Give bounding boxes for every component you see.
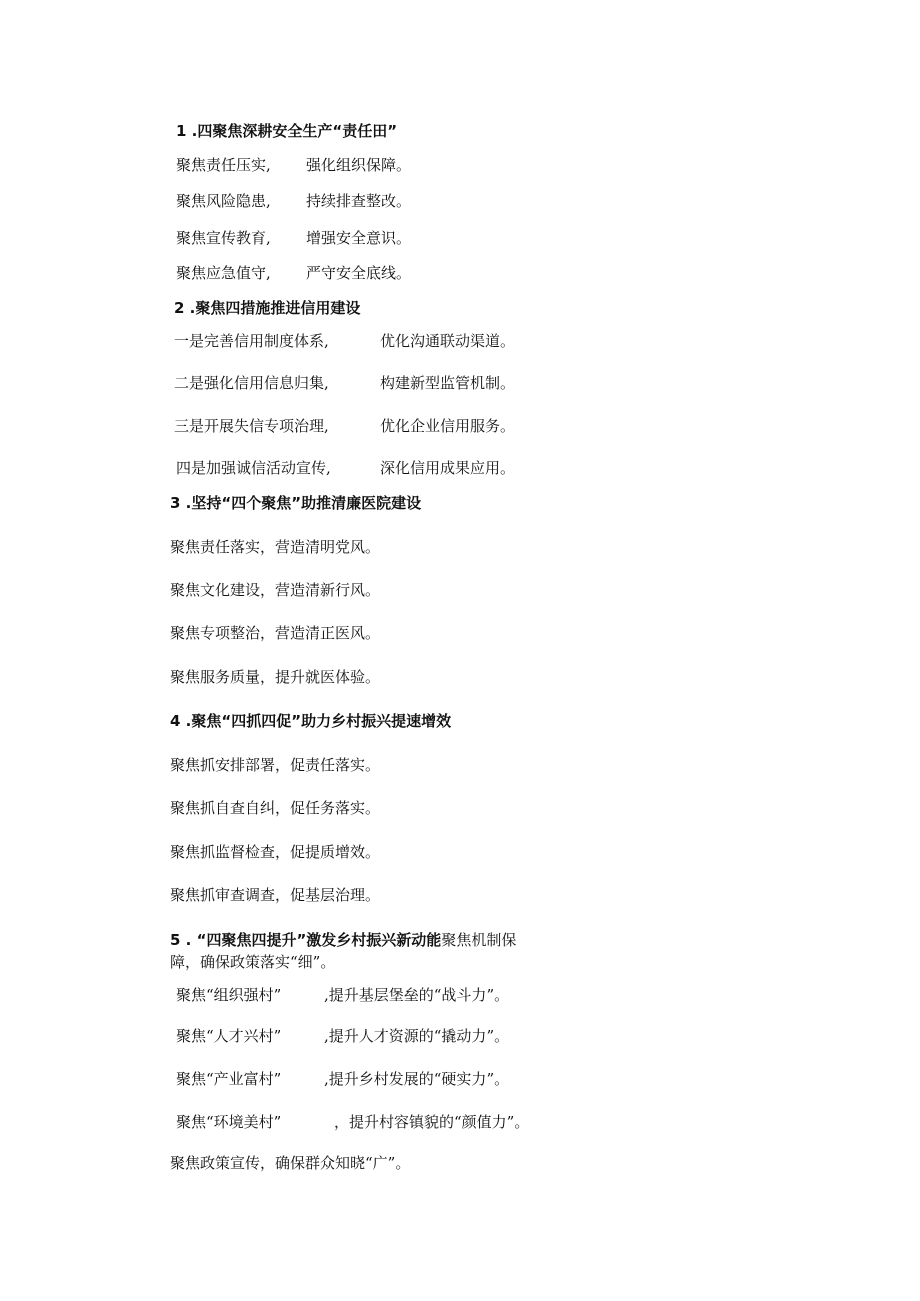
item-tail: 构建新型监管机制。	[380, 374, 516, 392]
section-5-item	[176, 985, 509, 1005]
section-4-item: 聚焦抓监督检查，促提质增效。	[170, 843, 381, 861]
item-lead: 聚焦责任压实,	[176, 156, 271, 174]
item-lead: 聚焦应急值守,	[176, 264, 271, 282]
item-tail: 深化信用成果应用。	[380, 459, 516, 477]
section-5-heading: 5 . “四聚焦四提升”激发乡村振兴新动能	[170, 931, 442, 949]
item-tail: ，提升村容镇貌的“颜值力”。	[334, 1113, 530, 1131]
section-1-item	[176, 263, 411, 283]
section-2-item	[176, 458, 515, 478]
section-1-heading: 1 .四聚焦深耕安全生产“责任田”	[176, 122, 398, 140]
item-lead: 聚焦“环境美村”	[176, 1113, 282, 1131]
item-tail: 强化组织保障。	[306, 156, 412, 174]
section-4-item: 聚焦抓自查自纠，促任务落实。	[170, 799, 381, 817]
item-lead: 聚焦“组织强村”	[176, 986, 282, 1004]
section-2-item	[174, 416, 515, 436]
section-1-item	[176, 155, 411, 175]
item-tail: 增强安全意识。	[306, 229, 412, 247]
item-lead: 三是开展失信专项治理,	[174, 417, 329, 435]
item-tail: 优化沟通联动渠道。	[380, 332, 516, 350]
section-1-item	[176, 228, 411, 248]
section-5-item	[176, 1069, 509, 1089]
item-tail: ,提升基层堡垒的“战斗力”。	[324, 986, 510, 1004]
item-tail: 优化企业信用服务。	[380, 417, 516, 435]
item-lead: 一是完善信用制度体系,	[174, 332, 329, 350]
section-5-heading-tail: 聚焦机制保	[441, 931, 517, 949]
item-lead: 聚焦风险隐患,	[176, 192, 271, 210]
item-lead: 聚焦“人才兴村”	[176, 1027, 282, 1045]
item-lead: 二是强化信用信息归集,	[174, 374, 329, 392]
section-2-item	[174, 331, 515, 351]
item-tail: 持续排查整改。	[306, 192, 412, 210]
section-3-item: 聚焦责任落实，营造清明党风。	[170, 538, 381, 556]
section-4-heading: 4 .聚焦“四抓四促”助力乡村振兴提速增效	[170, 712, 452, 730]
section-5-item	[176, 1026, 509, 1046]
section-3-item: 聚焦服务质量，提升就医体验。	[170, 668, 381, 686]
section-3-item: 聚焦专项整治，营造清正医风。	[170, 624, 381, 642]
section-4-item: 聚焦抓审查调查，促基层治理。	[170, 886, 381, 904]
section-4-item: 聚焦抓安排部署，促责任落实。	[170, 756, 381, 774]
item-lead: 聚焦“产业富村”	[176, 1070, 282, 1088]
item-tail: 严守安全底线。	[306, 264, 412, 282]
item-tail: ,提升人才资源的“撬动力”。	[324, 1027, 510, 1045]
section-2-heading: 2 .聚焦四措施推进信用建设	[174, 299, 361, 317]
item-tail: ,提升乡村发展的“硬实力”。	[324, 1070, 510, 1088]
section-3-heading: 3 .坚持“四个聚焦”助推清廉医院建设	[170, 494, 422, 512]
item-lead: 四是加强诚信活动宣传,	[176, 459, 331, 477]
section-1-item	[176, 191, 411, 211]
section-5-closing: 聚焦政策宣传，确保群众知晓“广”。	[170, 1154, 411, 1172]
section-2-item	[174, 373, 515, 393]
section-5-item	[176, 1112, 529, 1132]
item-lead: 聚焦宣传教育,	[176, 229, 271, 247]
section-5-heading-row	[170, 930, 516, 950]
section-3-item: 聚焦文化建设，营造清新行风。	[170, 581, 381, 599]
section-5-heading-continuation: 障，确保政策落实“细”。	[170, 953, 336, 971]
